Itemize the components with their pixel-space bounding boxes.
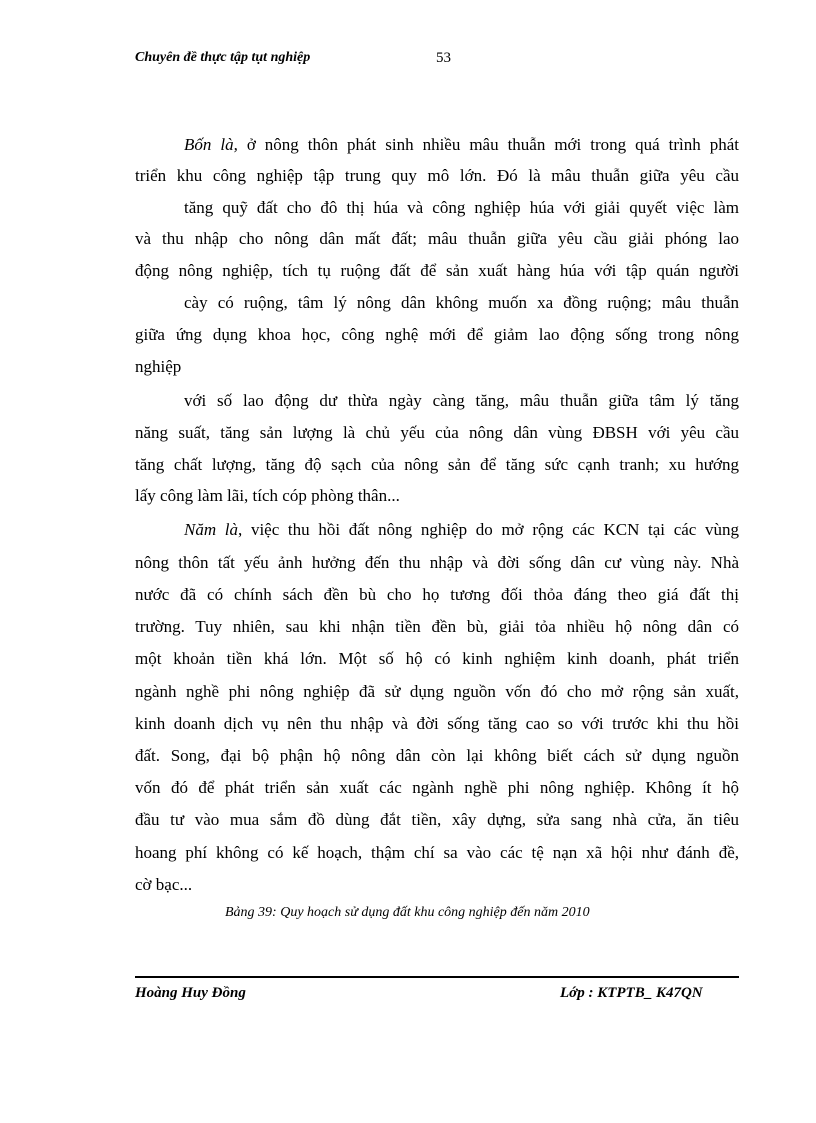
text-line: triển khu công nghiệp tập trung quy mô lớn. Đó là mâu thuẫn giữa yêu cầu bbox=[135, 166, 739, 185]
paragraph-lead: Bốn là, bbox=[184, 135, 238, 154]
text-line: và thu nhập cho nông dân mất đất; mâu thuẫn giữa yêu cầu giải phóng lao bbox=[135, 229, 739, 248]
text-line: nước đã có chính sách đền bù cho họ tương đối thỏa đáng theo giá đất thị bbox=[135, 585, 739, 604]
text-line: nông thôn tất yếu ảnh hưởng đến thu nhập và đời sống dân cư vùng này. Nhà bbox=[135, 553, 739, 572]
text-line: lấy công làm lãi, tích cóp phòng thân... bbox=[135, 486, 400, 505]
text-line: một khoản tiền khá lớn. Một số hộ có kinh nghiệm kinh doanh, phát triển bbox=[135, 649, 739, 668]
text-line: Bốn là, ở nông thôn phát sinh nhiều mâu thuẫn mới trong quá trình phát bbox=[184, 135, 739, 154]
text-line: với số lao động dư thừa ngày càng tăng, mâu thuẫn giữa tâm lý tăng bbox=[184, 391, 739, 410]
text-line: tăng chất lượng, tăng độ sạch của nông sản để tăng sức cạnh tranh; xu hướng bbox=[135, 455, 739, 474]
text-line: giữa ứng dụng khoa học, công nghệ mới để giảm lao động sống trong nông bbox=[135, 325, 739, 344]
header-title: Chuyên đề thực tập tụt nghiệp bbox=[135, 50, 311, 65]
text-line: động nông nghiệp, tích tụ ruộng đất để sản xuất hàng húa với tập quán người bbox=[135, 261, 739, 280]
text-line: tăng quỹ đất cho đô thị húa và công nghiệp húa với giải quyết việc làm bbox=[184, 198, 739, 217]
text-line: đầu tư vào mua sắm đồ dùng đắt tiền, xây dựng, sửa sang nhà cửa, ăn tiêu bbox=[135, 810, 739, 829]
footer-author: Hoàng Huy Đồng bbox=[135, 985, 246, 1001]
text-line: đất. Song, đại bộ phận hộ nông dân còn lại không biết cách sử dụng nguồn bbox=[135, 746, 739, 765]
text-line: năng suất, tăng sản lượng là chủ yếu của nông dân vùng ĐBSH với yêu cầu bbox=[135, 423, 739, 442]
footer-class: Lớp : KTPTB_ K47QN bbox=[560, 985, 703, 1001]
text-line: nghiệp bbox=[135, 357, 182, 376]
text-line: hoang phí không có kế hoạch, thậm chí sa vào các tệ nạn xã hội như đánh đề, bbox=[135, 843, 739, 862]
footer-divider bbox=[135, 976, 739, 978]
text-line: kinh doanh dịch vụ nên thu nhập và đời sống tăng cao so với trước khi thu hồi bbox=[135, 714, 739, 733]
text-line: ngành nghề phi nông nghiệp đã sử dụng nguồn vốn đó cho mở rộng sản xuất, bbox=[135, 682, 739, 701]
text-line: cờ bạc... bbox=[135, 875, 193, 894]
paragraph-lead: Năm là bbox=[184, 520, 239, 539]
text-line: vốn đó để phát triển sản xuất các ngành nghề phi nông nghiệp. Không ít hộ bbox=[135, 778, 739, 797]
text-line: cày có ruộng, tâm lý nông dân không muốn xa đồng ruộng; mâu thuẫn bbox=[184, 293, 739, 312]
table-caption: Bảng 39: Quy hoạch sử dụng đất khu công nghiệp đến năm 2010 bbox=[225, 905, 590, 920]
page-number: 53 bbox=[436, 50, 451, 66]
text-line: trường. Tuy nhiên, sau khi nhận tiền đền bù, giải tỏa nhiều hộ nông dân có bbox=[135, 617, 739, 636]
text-line: Năm là, việc thu hồi đất nông nghiệp do mở rộng các KCN tại các vùng bbox=[184, 520, 739, 539]
